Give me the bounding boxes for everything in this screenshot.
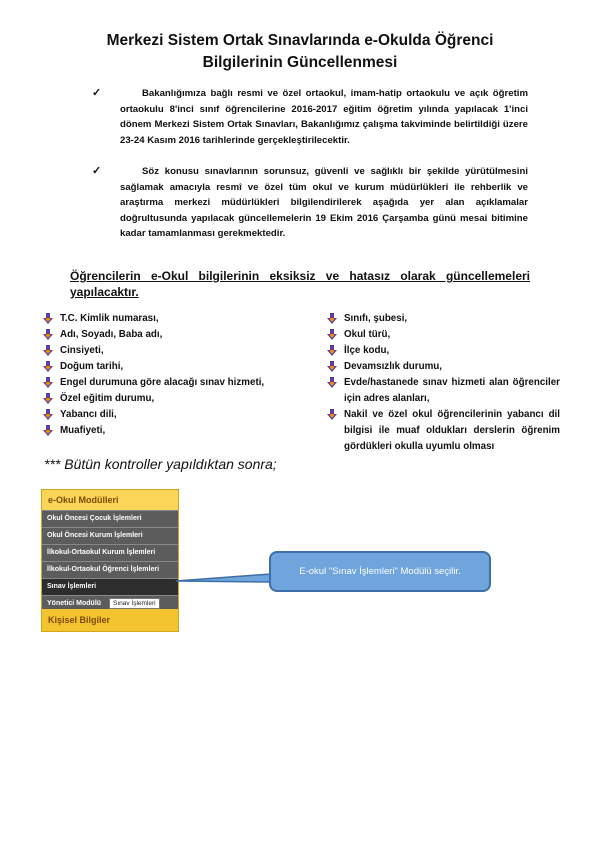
- list-item: Sınıfı, şubesi,: [324, 311, 560, 327]
- menu-item-school-institution[interactable]: İlkokul-Ortaokul Kurum İşlemleri: [42, 544, 178, 561]
- list-item: İlçe kodu,: [324, 343, 560, 359]
- menu-item-preschool-institution[interactable]: Okul Öncesi Kurum İşlemleri: [42, 527, 178, 544]
- list-item: Engel durumuna göre alacağı sınav hizmeti,: [40, 375, 278, 391]
- list-item: Okul türü,: [324, 327, 560, 343]
- paragraph-1-text: Bakanlığımıza bağlı resmi ve özel ortaokul, imam-hatip ortaokulu ve açık öğretim ortaokulu 8'inci sınıf öğrencilerine 2016-2017 eğitim öğretim yılında yapılacak 1'inci dönem Merkezi Sistem Ortak Sınavları, Bakanlığımız çalışma takviminde belirtildiği üzere 23-24 Kasım 2016 tarihlerinde gerçekleştirilecektir.: [120, 88, 528, 146]
- list-item: Evde/hastanede sınav hizmeti alan öğrenciler için adres alanları,: [324, 375, 560, 407]
- list-item: Adı, Soyadı, Baba adı,: [40, 327, 278, 343]
- list-item: Özel eğitim durumu,: [40, 391, 278, 407]
- menu-item-school-student[interactable]: İlkokul-Ortaokul Öğrenci İşlemleri: [42, 561, 178, 578]
- exam-operations-tooltip: Sınav İşlemleri: [109, 598, 160, 609]
- section-heading: Öğrencilerin e-Okul bilgilerinin eksiksiz ve hatasız olarak güncellemeleri yapılacaktır.: [70, 269, 530, 299]
- list-item: Muafiyeti,: [40, 423, 278, 439]
- menu-item-admin-module[interactable]: Yönetici Modülü: [42, 595, 178, 612]
- instruction-note: *** Bütün kontroller yapıldıktan sonra;: [44, 456, 277, 472]
- menu-item-exam-operations[interactable]: Sınav İşlemleri: [42, 578, 178, 595]
- callout-box: E-okul "Sınav İşlemleri" Modülü seçilir.: [269, 551, 491, 592]
- title-line-1: Merkezi Sistem Ortak Sınavlarında e-Okulda Öğrenci: [106, 32, 494, 49]
- check-mark-icon: ✓: [92, 87, 102, 99]
- list-item: Cinsiyeti,: [40, 343, 278, 359]
- check-mark-icon: ✓: [92, 165, 102, 177]
- list-item: Devamsızlık durumu,: [324, 359, 560, 375]
- title-line-2: Bilgilerinin Güncellenmesi: [202, 54, 398, 71]
- menu-header: e-Okul Modülleri: [42, 490, 178, 510]
- list-item: Nakil ve özel okul öğrencilerinin yabancı dil bilgisi ile muaf oldukları derslerin öğrenim gördükleri okulla uyumlu olması: [324, 407, 560, 455]
- list-item: T.C. Kimlik numarası,: [40, 311, 278, 327]
- list-item: Doğum tarihi,: [40, 359, 278, 375]
- menu-item-personal-info[interactable]: Kişisel Bilgiler: [42, 609, 178, 631]
- menu-item-preschool-child[interactable]: Okul Öncesi Çocuk İşlemleri: [42, 510, 178, 527]
- list-item: Yabancı dili,: [40, 407, 278, 423]
- paragraph-2-text: Söz konusu sınavlarının sorunsuz, güvenli ve sağlıklı bir şekilde yürütülmesini sağlamak amacıyla resmî ve özel tüm okul ve kurum müdürlükleri ile rehberlik ve araştırma merkezi müdürlükleri bilgilendirilerek aşağıda yer alan açıklamalar doğrultusunda yapılacak güncellemelerin 19 Ekim 2016 Çarşamba günü mesai bitimine kadar tamamlanması gerekmektedir.: [120, 166, 528, 240]
